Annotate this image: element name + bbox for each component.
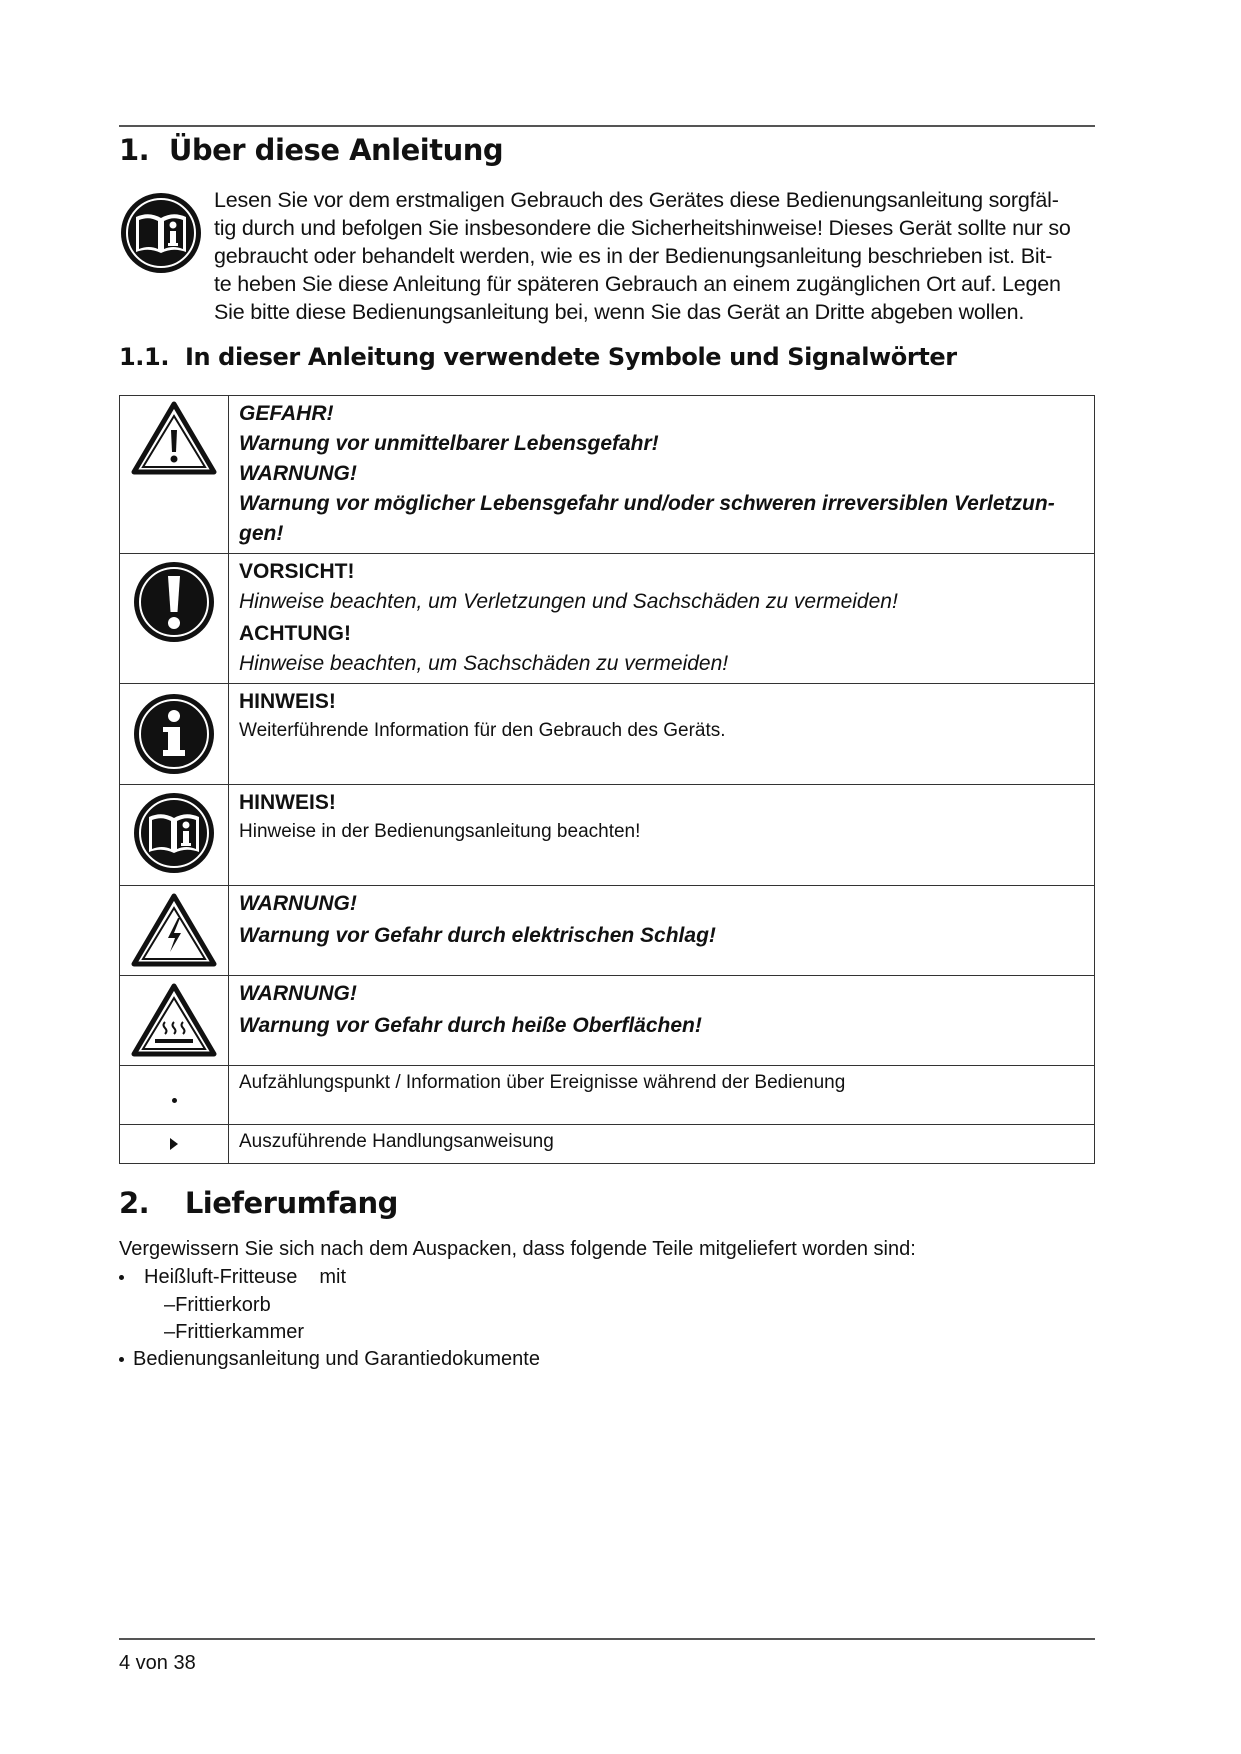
table-row — [120, 396, 1095, 554]
table-row — [120, 1125, 1095, 1164]
signal-word: WARNUNG! — [239, 892, 357, 915]
signal-text: Warnung vor Gefahr durch heiße Oberflächen! — [239, 1014, 702, 1037]
signal-text: Warnung vor unmittelbarer Lebensgefahr! — [239, 432, 659, 455]
bottom-rule — [119, 1638, 1095, 1640]
list-subitem: –Frittierkammer — [164, 1321, 305, 1343]
signal-text: Hinweise in der Bedienungsanleitung beachten! — [239, 821, 641, 842]
symbol-cell — [120, 396, 229, 554]
signal-word: VORSICHT! — [239, 560, 355, 583]
symbol-cell — [120, 976, 229, 1066]
symbol-cell — [120, 886, 229, 976]
intro-line: gebraucht oder behandelt werden, wie es in der Bedienungsanleitung beschrieben ist. Bit- — [214, 244, 1053, 268]
signal-word: WARNUNG! — [239, 462, 357, 485]
text-cell — [229, 396, 1095, 554]
table-row — [120, 886, 1095, 976]
signal-word: GEFAHR! — [239, 402, 334, 425]
symbol-cell — [120, 684, 229, 785]
signal-word: ACHTUNG! — [239, 622, 351, 645]
text-cell — [229, 785, 1095, 886]
symbol-cell — [120, 554, 229, 684]
section-1-1-number: 1.1. — [119, 343, 170, 371]
symbol-cell — [120, 785, 229, 886]
section-1-intro — [214, 186, 1097, 326]
intro-line: tig durch und befolgen Sie insbesondere die Sicherheitshinweise! Dieses Gerät sollte nur so — [214, 216, 1071, 240]
info-circle-icon — [132, 692, 216, 776]
signal-text: Weiterführende Information für den Gebrauch des Geräts. — [239, 720, 726, 741]
table-row — [120, 785, 1095, 886]
signal-word: HINWEIS! — [239, 791, 336, 814]
section-2-number: 2. — [119, 1186, 150, 1220]
triangle-right-icon — [169, 1137, 179, 1151]
signal-text: Aufzählungspunkt / Information über Ereignisse während der Bedienung — [239, 1072, 846, 1093]
bullet-point-icon — [119, 1357, 124, 1362]
bullet-point-icon — [119, 1275, 124, 1280]
text-cell — [229, 1066, 1095, 1125]
list-item — [119, 1348, 540, 1371]
signal-text: Hinweise beachten, um Verletzungen und Sachschäden zu vermeiden! — [239, 590, 898, 613]
text-cell — [229, 976, 1095, 1066]
signal-word: HINWEIS! — [239, 690, 336, 713]
list-item-text: Heißluft-Fritteuse — [144, 1266, 298, 1288]
text-cell — [229, 684, 1095, 785]
intro-line: Sie bitte diese Bedienungsanleitung bei, wenn Sie das Gerät an Dritte abgeben wollen. — [214, 300, 1025, 324]
table-row — [120, 684, 1095, 785]
signal-text: Warnung vor Gefahr durch elektrischen Schlag! — [239, 924, 716, 947]
signal-text: Auszuführende Handlungsanweisung — [239, 1131, 554, 1152]
list-item-text: Bedienungsanleitung und Garantiedokumente — [133, 1348, 540, 1370]
section-1-1-heading — [119, 343, 957, 371]
list-item — [119, 1266, 346, 1289]
table-row — [120, 554, 1095, 684]
warning-triangle-icon — [131, 400, 217, 476]
section-1-number: 1. — [119, 133, 150, 167]
symbol-cell — [120, 1066, 229, 1125]
section-1-1-title: In dieser Anleitung verwendete Symbole und Signalwörter — [185, 343, 957, 371]
manual-info-icon — [119, 191, 203, 275]
manual-info-icon — [132, 791, 216, 875]
top-rule — [119, 125, 1095, 127]
text-cell — [229, 1125, 1095, 1164]
list-subitem: –Frittierkorb — [164, 1294, 271, 1316]
section-1-heading — [119, 133, 503, 167]
text-cell — [229, 554, 1095, 684]
table-row — [120, 976, 1095, 1066]
intro-line: te heben Sie diese Anleitung für späteren Gebrauch an einem zugänglichen Ort auf. Legen — [214, 272, 1061, 296]
section-2-heading — [119, 1186, 398, 1220]
text-cell — [229, 886, 1095, 976]
signal-text: gen! — [239, 522, 284, 545]
hot-surface-icon — [131, 982, 217, 1058]
exclamation-circle-icon — [132, 560, 216, 644]
section-1-title: Über diese Anleitung — [168, 133, 504, 167]
intro-line: Lesen Sie vor dem erstmaligen Gebrauch des Gerätes diese Bedienungsanleitung sorgfäl- — [214, 188, 1059, 212]
list-item-suffix: mit — [319, 1266, 347, 1288]
signal-text: Hinweise beachten, um Sachschäden zu vermeiden! — [239, 652, 729, 675]
symbols-table — [119, 395, 1095, 1164]
table-row — [120, 1066, 1095, 1125]
symbol-cell — [120, 1125, 229, 1164]
section-2-title: Lieferumfang — [184, 1186, 398, 1220]
page-number: 4 von 38 — [119, 1652, 196, 1674]
section-2-intro: Vergewissern Sie sich nach dem Auspacken, dass folgende Teile mitgeliefert worden sind: — [119, 1238, 916, 1260]
signal-word: WARNUNG! — [239, 982, 357, 1005]
electric-shock-icon — [131, 892, 217, 968]
bullet-point-icon — [172, 1098, 177, 1103]
signal-text: Warnung vor möglicher Lebensgefahr und/oder schweren irreversiblen Verletzun- — [239, 492, 1055, 515]
